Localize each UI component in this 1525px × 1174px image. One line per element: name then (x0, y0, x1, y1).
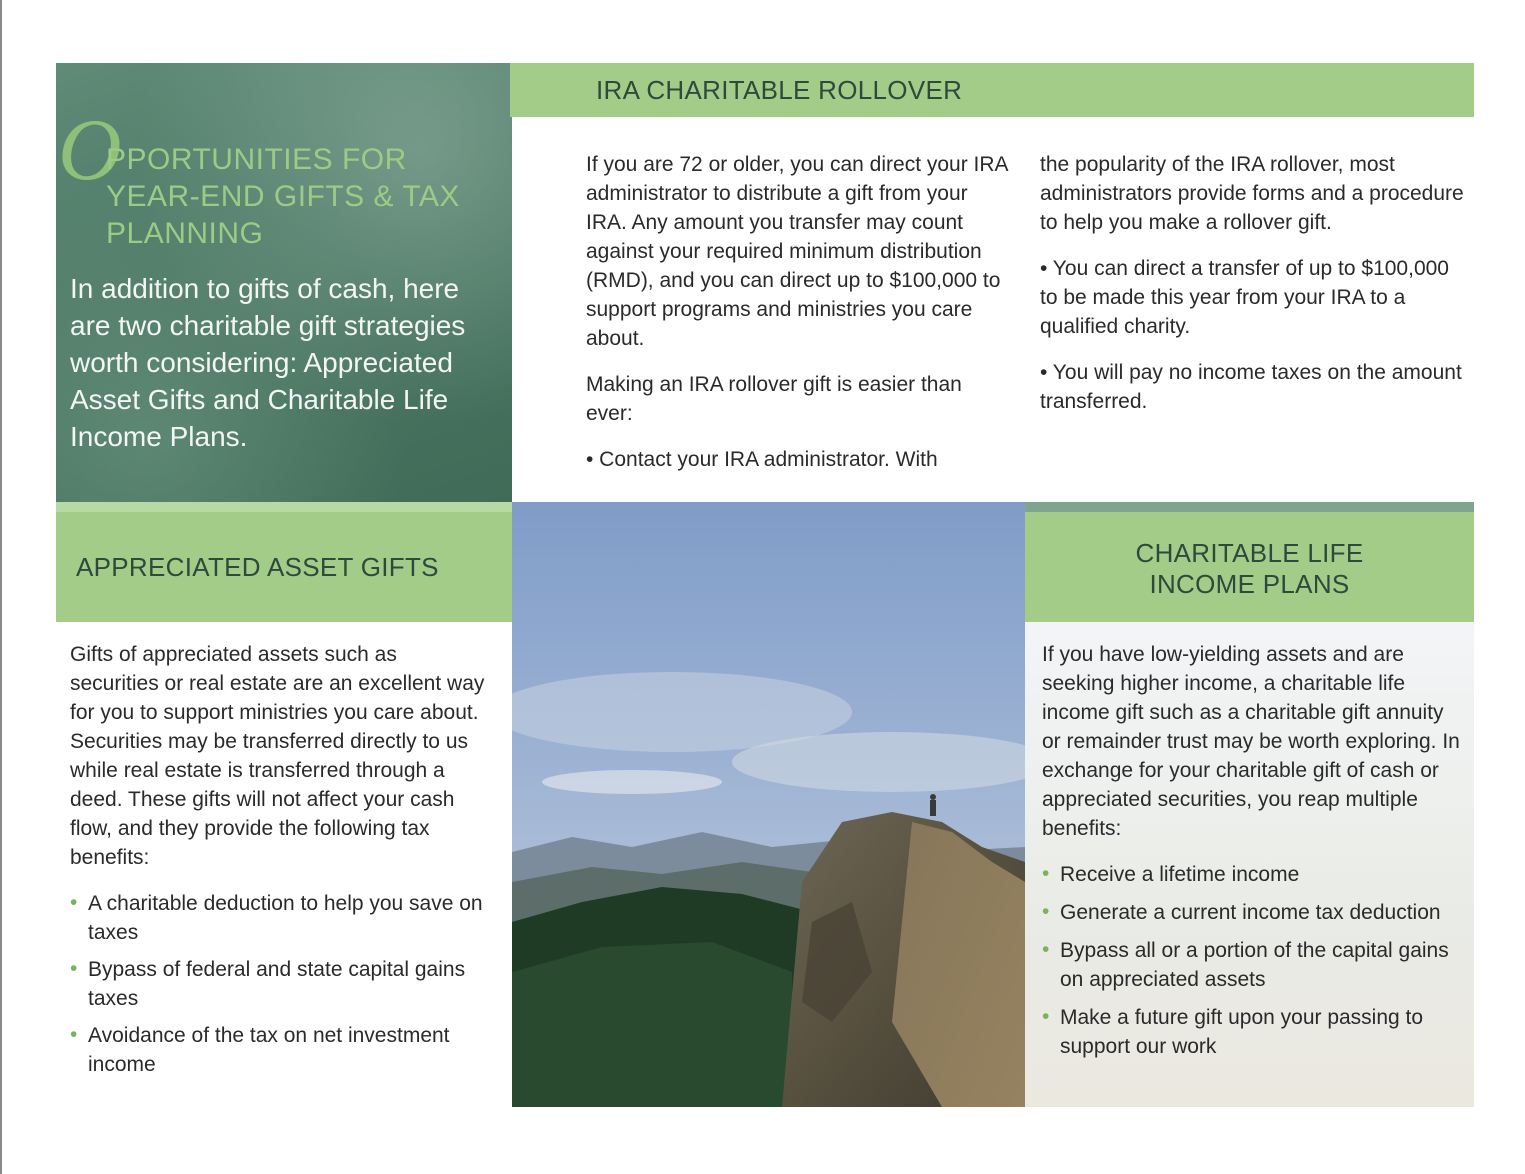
asset-bullet-list (70, 889, 490, 1079)
mountain-photo-illustration (512, 502, 1025, 1107)
list-item (70, 955, 490, 1013)
life-title-line: INCOME PLANS (1149, 569, 1350, 599)
bullet-text: Avoidance of the tax on net investment income (88, 1024, 450, 1076)
ira-paragraph: Making an IRA rollover gift is easier than ever: (586, 373, 962, 425)
ira-column-1 (586, 150, 1011, 491)
ira-paragraph: • Contact your IRA administrator. With (586, 448, 938, 471)
bullet-icon: • (1042, 900, 1050, 923)
asset-header-bar (56, 512, 512, 622)
ira-column-2 (1040, 150, 1465, 433)
ira-paragraph: • You will pay no income taxes on the amount transferred. (1040, 361, 1462, 413)
bullet-icon: • (70, 891, 78, 914)
list-item (1042, 1003, 1462, 1061)
hero-dropcap: O (58, 102, 122, 199)
life-header-strip (1025, 502, 1474, 512)
asset-paragraph: Gifts of appreciated assets such as securities or real estate are an excellent way for you to support ministries you care about. Securities may be transferred directly to us while real estate is transferred through a deed. These gifts will not affect your cash flow, and they provide the following tax benefits: (70, 643, 485, 869)
asset-header-strip (56, 502, 512, 512)
hero-panel (56, 63, 512, 502)
bullet-text: Bypass of federal and state capital gains taxes (88, 958, 466, 1010)
asset-section (70, 640, 490, 1087)
life-section (1042, 640, 1462, 1070)
bullet-text: Generate a current income tax deduction (1060, 901, 1441, 924)
list-item (1042, 936, 1462, 994)
ira-paragraph: If you are 72 or older, you can direct your IRA administrator to distribute a gift from your IRA. Any amount you transfer may count against your required minimum distribution (RMD), and you can direct up to $100,000 to support programs and ministries you care about. (586, 153, 1008, 350)
bullet-text: Bypass all or a portion of the capital gains on appreciated assets (1060, 939, 1449, 991)
mountain-photo (512, 502, 1025, 1107)
life-bullet-list (1042, 860, 1462, 1061)
ira-title: IRA CHARITABLE ROLLOVER (596, 75, 963, 105)
asset-title: APPRECIATED ASSET GIFTS (76, 552, 439, 582)
ira-paragraph: the popularity of the IRA rollover, most administrators provide forms and a procedure to help you make a rollover gift. (1040, 153, 1464, 234)
list-item (1042, 898, 1462, 927)
hero-title: PPORTUNITIES FOR YEAR-END GIFTS & TAX PLANNING (106, 143, 460, 250)
bullet-icon: • (70, 957, 78, 980)
hero-intro: In addition to gifts of cash, here are two charitable gift strategies worth considering: Appreciated Asset Gifts and Charitable Life Income Plans. (70, 273, 466, 452)
bullet-icon: • (1042, 938, 1050, 961)
bullet-icon: • (1042, 1005, 1050, 1028)
life-header-bar (1025, 512, 1474, 622)
list-item (70, 889, 490, 947)
bullet-text: Make a future gift upon your passing to support our work (1060, 1006, 1424, 1058)
bullet-text: A charitable deduction to help you save on taxes (88, 892, 483, 944)
ira-header-bar (510, 63, 1474, 117)
list-item (1042, 860, 1462, 889)
list-item (70, 1021, 490, 1079)
bullet-icon: • (1042, 862, 1050, 885)
bullet-text: Receive a lifetime income (1060, 863, 1300, 886)
life-title-line: CHARITABLE LIFE (1135, 538, 1364, 568)
ira-paragraph: • You can direct a transfer of up to $100,000 to be made this year from your IRA to a qualified charity. (1040, 257, 1449, 338)
page-edge-rule (0, 0, 2, 1174)
life-title (1025, 538, 1474, 600)
bullet-icon: • (70, 1023, 78, 1046)
life-paragraph: If you have low-yielding assets and are seeking higher income, a charitable life income gift such as a charitable gift annuity or remainder trust may be worth exploring. In exchange for your charitable gift of cash or appreciated securities, you reap multiple benefits: (1042, 643, 1460, 840)
